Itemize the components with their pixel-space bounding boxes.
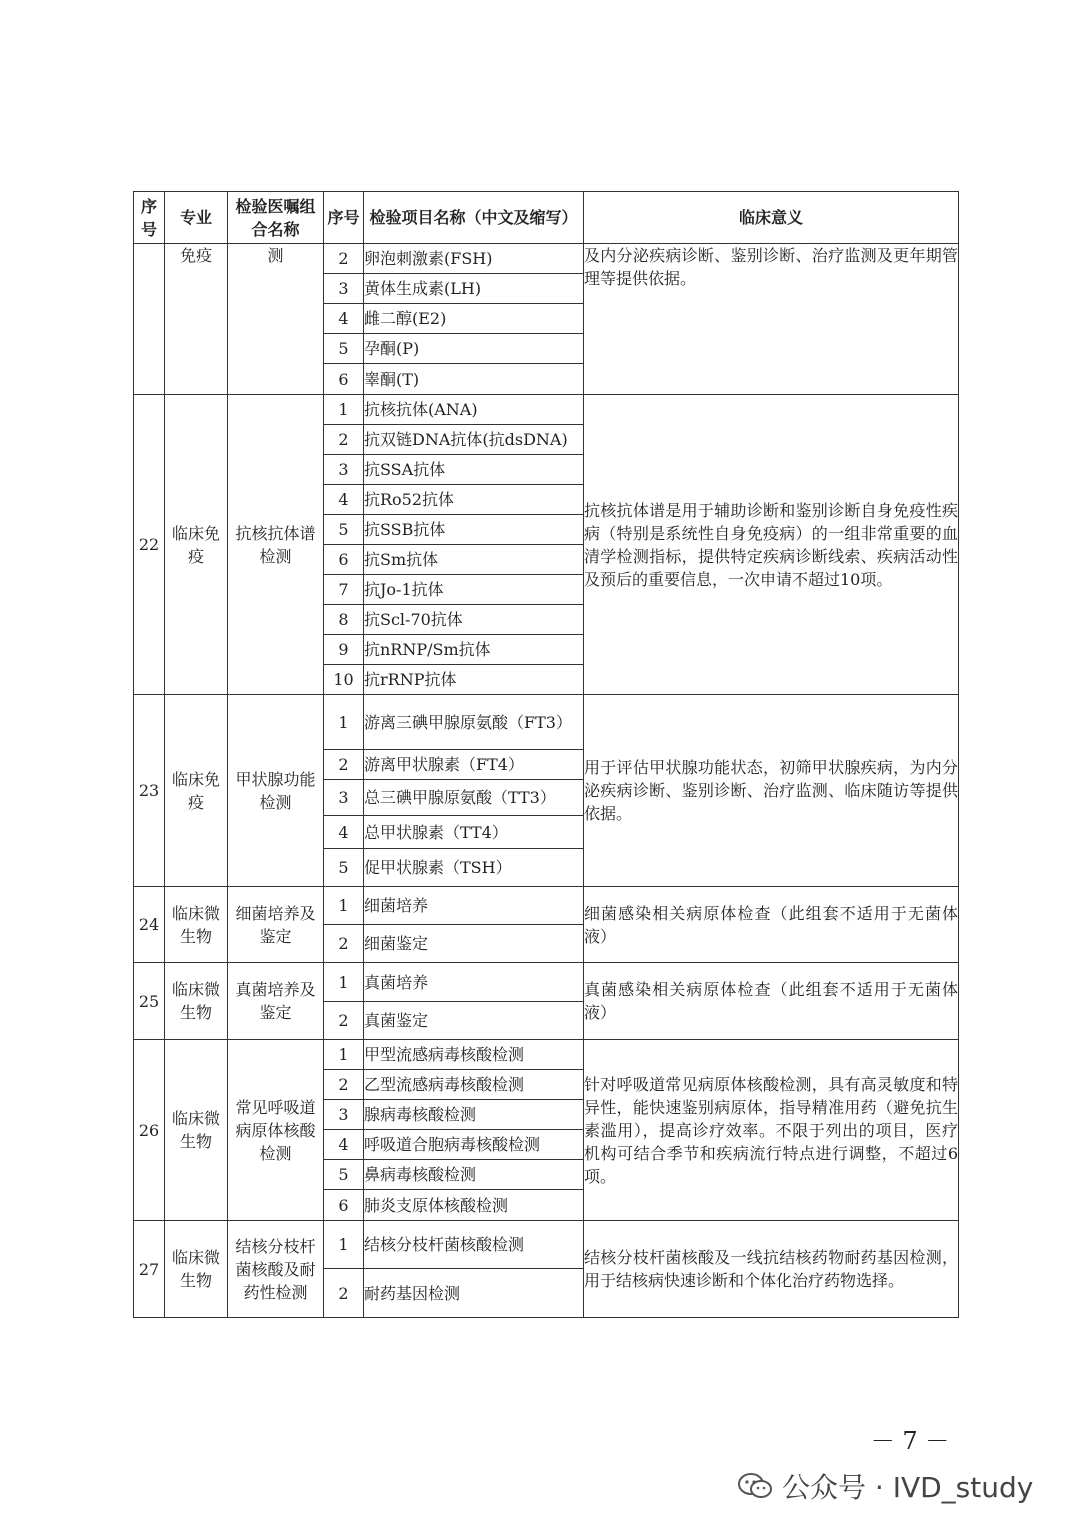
item-name: 游离三碘甲腺原氨酸（FT3） [364, 695, 584, 750]
item-seq: 4 [324, 304, 364, 334]
table-row [134, 887, 959, 925]
item-name: 抗Jo-1抗体 [364, 575, 584, 605]
item-name: 抗Scl-70抗体 [364, 605, 584, 635]
clinical-meaning: 用于评估甲状腺功能状态，初筛甲状腺疾病，为内分泌疾病诊断、鉴别诊断、治疗监测、临床随访等提供依据。 [584, 695, 959, 887]
header-specialty: 专业 [165, 192, 228, 244]
item-seq: 6 [324, 545, 364, 575]
header-item-name: 检验项目名称（中文及缩写） [364, 192, 584, 244]
group-seq: 24 [134, 887, 165, 963]
item-seq: 2 [324, 1002, 364, 1040]
group-specialty: 临床免疫 [165, 695, 228, 887]
item-name: 细菌鉴定 [364, 925, 584, 963]
item-seq: 6 [324, 364, 364, 395]
item-name: 总三碘甲腺原氨酸（TT3） [364, 780, 584, 816]
item-name: 抗SSB抗体 [364, 515, 584, 545]
table-row [134, 1040, 959, 1070]
clinical-meaning: 抗核抗体谱是用于辅助诊断和鉴别诊断自身免疫性疾病（特别是系统性自身免疫病）的一组非常重要的血清学检测指标，提供特定疾病诊断线索、疾病活动性及预后的重要信息，一次申请不超过10项。 [584, 395, 959, 695]
item-seq: 5 [324, 1160, 364, 1190]
clinical-meaning: 真菌感染相关病原体检查（此组套不适用于无菌体液） [584, 963, 959, 1040]
item-name: 孕酮(P) [364, 334, 584, 364]
item-name: 真菌培养 [364, 963, 584, 1002]
header-clinical-meaning: 临床意义 [584, 192, 959, 244]
item-name: 黄体生成素(LH) [364, 274, 584, 304]
clinical-meaning: 结核分枝杆菌核酸及一线抗结核药物耐药基因检测，用于结核病快速诊断和个体化治疗药物选择。 [584, 1221, 959, 1318]
wechat-icon [738, 1472, 772, 1500]
item-seq: 2 [324, 1070, 364, 1100]
group-specialty: 免疫 [165, 244, 228, 395]
clinical-meaning: 细菌感染相关病原体检查（此组套不适用于无菌体液） [584, 887, 959, 963]
item-seq: 1 [324, 1221, 364, 1269]
item-seq: 1 [324, 395, 364, 425]
item-seq: 2 [324, 750, 364, 780]
item-seq: 10 [324, 665, 364, 695]
table-row [134, 963, 959, 1002]
item-name: 促甲状腺素（TSH） [364, 849, 584, 887]
item-seq: 8 [324, 605, 364, 635]
item-name: 雌二醇(E2) [364, 304, 584, 334]
item-name: 抗Ro52抗体 [364, 485, 584, 515]
table-row [134, 695, 959, 750]
item-seq: 3 [324, 780, 364, 816]
header-seq: 序号 [134, 192, 165, 244]
item-name: 结核分枝杆菌核酸检测 [364, 1221, 584, 1269]
item-name: 鼻病毒核酸检测 [364, 1160, 584, 1190]
watermark [738, 1466, 1033, 1506]
item-name: 抗rRNP抗体 [364, 665, 584, 695]
item-name: 甲型流感病毒核酸检测 [364, 1040, 584, 1070]
clinical-meaning: 及内分泌疾病诊断、鉴别诊断、治疗监测及更年期管理等提供依据。 [584, 244, 959, 395]
item-seq: 5 [324, 849, 364, 887]
item-seq: 9 [324, 635, 364, 665]
item-seq: 2 [324, 1269, 364, 1318]
group-name: 常见呼吸道病原体核酸检测 [228, 1040, 324, 1221]
group-specialty: 临床微生物 [165, 1040, 228, 1221]
lab-test-table [133, 191, 959, 1318]
item-name: 抗nRNP/Sm抗体 [364, 635, 584, 665]
item-name: 细菌培养 [364, 887, 584, 925]
item-seq: 3 [324, 274, 364, 304]
item-name: 游离甲状腺素（FT4） [364, 750, 584, 780]
header-item-seq: 序号 [324, 192, 364, 244]
group-name: 测 [228, 244, 324, 395]
item-name: 睾酮(T) [364, 364, 584, 395]
item-seq: 1 [324, 695, 364, 750]
item-name: 腺病毒核酸检测 [364, 1100, 584, 1130]
item-name: 抗核抗体(ANA) [364, 395, 584, 425]
item-name: 真菌鉴定 [364, 1002, 584, 1040]
group-specialty: 临床微生物 [165, 963, 228, 1040]
header-group-name: 检验医嘱组合名称 [228, 192, 324, 244]
item-seq: 2 [324, 425, 364, 455]
item-name: 卵泡刺激素(FSH) [364, 244, 584, 274]
item-seq: 7 [324, 575, 364, 605]
group-seq: 22 [134, 395, 165, 695]
group-specialty: 临床微生物 [165, 887, 228, 963]
item-name: 呼吸道合胞病毒核酸检测 [364, 1130, 584, 1160]
group-name: 结核分枝杆菌核酸及耐药性检测 [228, 1221, 324, 1318]
item-seq: 5 [324, 515, 364, 545]
item-seq: 4 [324, 485, 364, 515]
group-name: 甲状腺功能检测 [228, 695, 324, 887]
item-seq: 1 [324, 1040, 364, 1070]
item-name: 抗双链DNA抗体(抗dsDNA) [364, 425, 584, 455]
group-name: 细菌培养及鉴定 [228, 887, 324, 963]
table-row [134, 395, 959, 425]
clinical-meaning: 针对呼吸道常见病原体核酸检测，具有高灵敏度和特异性，能快速鉴别病原体，指导精准用药（避免抗生素滥用），提高诊疗效率。不限于列出的项目，医疗机构可结合季节和疾病流行特点进行调整，不超过6项。 [584, 1040, 959, 1221]
item-name: 肺炎支原体核酸检测 [364, 1190, 584, 1221]
group-name: 真菌培养及鉴定 [228, 963, 324, 1040]
group-seq: 27 [134, 1221, 165, 1318]
item-name: 抗SSA抗体 [364, 455, 584, 485]
group-seq [134, 244, 165, 395]
item-seq: 4 [324, 1130, 364, 1160]
item-seq: 3 [324, 455, 364, 485]
group-seq: 23 [134, 695, 165, 887]
table-row [134, 1221, 959, 1269]
item-seq: 4 [324, 816, 364, 849]
item-seq: 2 [324, 925, 364, 963]
item-name: 耐药基因检测 [364, 1269, 584, 1318]
group-seq: 25 [134, 963, 165, 1040]
item-seq: 5 [324, 334, 364, 364]
item-name: 乙型流感病毒核酸检测 [364, 1070, 584, 1100]
item-seq: 6 [324, 1190, 364, 1221]
item-seq: 2 [324, 244, 364, 274]
table-row [134, 244, 959, 274]
group-seq: 26 [134, 1040, 165, 1221]
item-seq: 1 [324, 963, 364, 1002]
item-name: 总甲状腺素（TT4） [364, 816, 584, 849]
table-header-row [134, 192, 959, 244]
page-number: － 7 － [870, 1427, 950, 1455]
group-specialty: 临床免疫 [165, 395, 228, 695]
group-specialty: 临床微生物 [165, 1221, 228, 1318]
group-name: 抗核抗体谱检测 [228, 395, 324, 695]
item-seq: 3 [324, 1100, 364, 1130]
item-name: 抗Sm抗体 [364, 545, 584, 575]
item-seq: 1 [324, 887, 364, 925]
watermark-text: 公众号 · IVD_study [782, 1471, 1034, 1504]
